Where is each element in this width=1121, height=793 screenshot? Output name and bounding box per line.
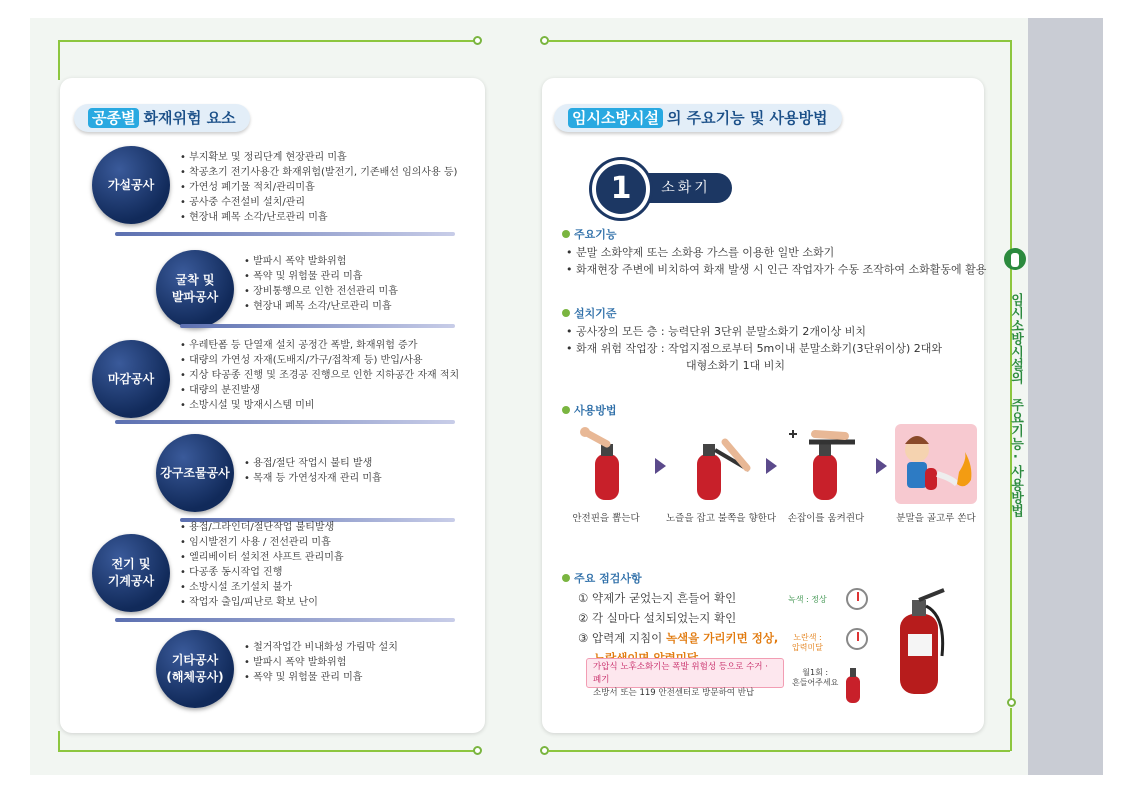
risk-list: • 용접/그라인더/절단작업 불티발생 • 임시발전기 사용 / 전선관리 미흡 • 엘리베이터 설치전 샤프트 관리미흡 • 다공종 동시작업 진행 • 소방시설 조기설치 불가 • 작업자 출입/피난로 확보 난이 bbox=[180, 520, 344, 610]
section-title: 공종별 화재위험 요소 bbox=[74, 104, 250, 132]
bullet-icon bbox=[562, 230, 570, 238]
function-text: • 분말 소화약제 또는 소화용 가스를 이용한 일반 소화기 • 화재현장 주변에 비치하여 화재 발생 시 인근 작업자가 수동 조작하여 소화활동에 활용 bbox=[566, 246, 987, 276]
bullet-icon bbox=[562, 574, 570, 582]
row-divider bbox=[115, 618, 455, 622]
install-text: • 공사장의 모든 층 : 능력단위 3단위 분말소화기 2개이상 비치 • 화재 위험 작업장 : 작업지점으로부터 5m이내 분말소화기(3단위이상) 2대와 대형소화기 1대 비치 bbox=[566, 325, 942, 372]
usage-step: 안전핀을 뽑는다 bbox=[556, 424, 656, 524]
item-label: 소화기 bbox=[640, 173, 732, 203]
frame-dot bbox=[1007, 698, 1016, 707]
row-divider bbox=[180, 324, 455, 328]
row-divider bbox=[115, 232, 455, 236]
small-extinguisher-icon bbox=[842, 664, 864, 704]
risk-list: • 철거작업간 비내화성 가림막 설치 • 발파시 폭약 발화위험 • 폭약 및 위험물 관리 미흡 bbox=[244, 640, 398, 685]
monthly-shake-label: 월1회 : 흔들어주세요 bbox=[792, 668, 839, 687]
frame-dot bbox=[473, 36, 482, 45]
bullet-icon bbox=[562, 406, 570, 414]
side-title-part-1: 임시소방시설의 bbox=[1008, 293, 1023, 384]
gauge-normal-label: 녹색 : 정상 bbox=[788, 595, 827, 604]
item-number: 1 bbox=[592, 160, 650, 218]
bullet-icon bbox=[562, 309, 570, 317]
extinguisher-card bbox=[542, 78, 987, 733]
subheading-function: 주요기능 bbox=[562, 226, 617, 242]
side-vertical-title bbox=[1005, 293, 1025, 517]
process-circle: 강구조물공사 bbox=[156, 434, 234, 512]
frame-line bbox=[58, 40, 478, 42]
check-list: ① 약제가 굳었는지 흔들어 확인 ② 각 실마다 설치되었는지 확인 ③ 압력계 지침이 녹색을 가리키면 정상, bbox=[578, 591, 779, 645]
gauge-low-icon bbox=[846, 628, 868, 650]
page-edge-band bbox=[1028, 18, 1103, 775]
usage-step: 분말을 골고루 쏜다 bbox=[886, 424, 986, 524]
gauge-normal-icon bbox=[846, 588, 868, 610]
frame-line bbox=[1010, 708, 1012, 751]
fire-extinguisher-icon bbox=[892, 586, 952, 696]
process-circle: 기타공사 (해체공사) bbox=[156, 630, 234, 708]
squeeze-handle-illustration bbox=[785, 424, 867, 504]
aim-nozzle-illustration bbox=[675, 424, 757, 504]
frame-line bbox=[58, 731, 60, 751]
gauge-low-label: 노란색 : 압력미달 bbox=[792, 633, 823, 652]
risk-list: • 발파시 폭약 발화위험 • 폭약 및 위험물 관리 미흡 • 장비통행으로 인한 전선관리 미흡 • 현장내 폐목 소각/난로관리 미흡 bbox=[244, 254, 398, 314]
extinguisher-badge-icon bbox=[1004, 244, 1026, 274]
frame-dot bbox=[473, 746, 482, 755]
process-circle: 마감공사 bbox=[92, 340, 170, 418]
usage-step: 손잡이를 움켜쥔다 bbox=[776, 424, 876, 524]
risk-list: • 우레탄폼 등 단열재 설치 공정간 폭발, 화재위험 증가 • 대량의 가연성 자재(도배지/가구/접착제 등) 반입/사용 • 지상 타공종 진행 및 조경공 진행으로 인한 지하공간 자재 적치 • 대량의 분진발생 • 소방시설 및 방재시스템 미비 bbox=[180, 338, 459, 413]
process-circle: 전기 및 기계공사 bbox=[92, 534, 170, 612]
frame-line bbox=[548, 750, 1010, 752]
row-divider bbox=[115, 420, 455, 424]
subheading-checks: 주요 점검사항 bbox=[562, 570, 642, 586]
section-title: 임시소방시설 의 주요기능 및 사용방법 bbox=[554, 104, 842, 132]
frame-line bbox=[58, 750, 478, 752]
subheading-usage: 사용방법 bbox=[562, 402, 617, 418]
process-circle: 가설공사 bbox=[92, 146, 170, 224]
page-spread bbox=[30, 18, 1103, 775]
usage-step: 노즐을 잡고 불쪽을 향한다 bbox=[666, 424, 766, 524]
subheading-install: 설치기준 bbox=[562, 305, 617, 321]
fire-risk-card bbox=[60, 78, 485, 733]
side-title-part-2: 주요기능·사용방법 bbox=[1008, 398, 1023, 517]
frame-line bbox=[548, 40, 1010, 42]
next-arrow-icon bbox=[655, 458, 666, 474]
process-circle: 굴착 및 발파공사 bbox=[156, 250, 234, 328]
frame-line bbox=[58, 40, 60, 80]
risk-list: • 부지확보 및 정리단계 현장관리 미흡 • 착공초기 전기사용간 화재위험(발전기, 기존배선 임의사용 등) • 가연성 폐기물 적치/관리미흡 • 공사중 수전설비 설치/관리 • 현장내 폐목 소각/난로관리 미흡 bbox=[180, 150, 457, 225]
risk-list: • 용접/절단 작업시 불티 발생 • 목재 등 가연성자재 관리 미흡 bbox=[244, 456, 382, 486]
disposal-notice: 가압식 노후소화기는 폭발 위험성 등으로 수거 · 폐기 소방서 또는 119 안전센터로 방문하여 반납 bbox=[586, 658, 784, 688]
spray-powder-illustration bbox=[895, 424, 977, 504]
pull-pin-illustration bbox=[565, 424, 647, 504]
